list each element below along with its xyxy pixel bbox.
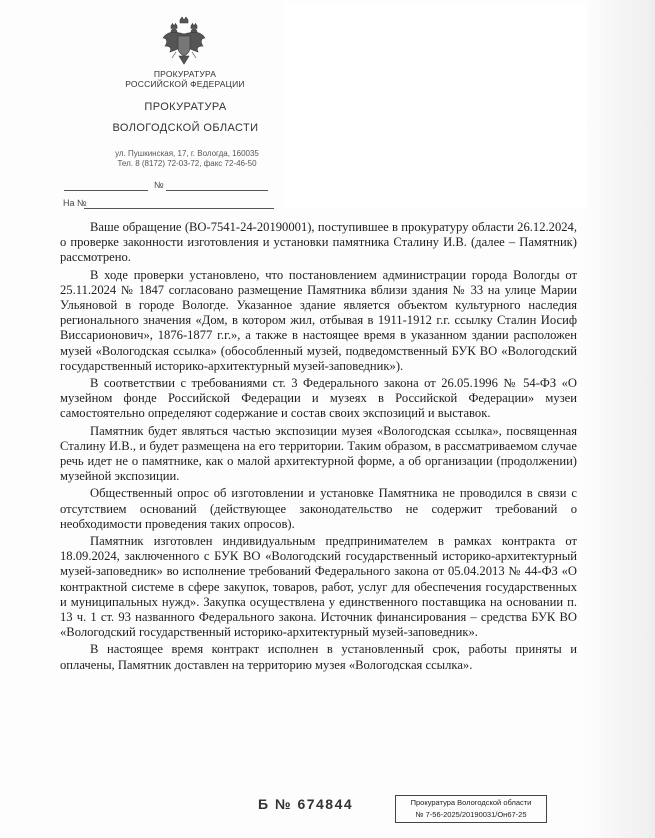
org-name-small-line2: РОССИЙСКОЙ ФЕДЕРАЦИИ [125, 79, 245, 89]
registration-stamp [395, 795, 547, 823]
stamp-number-line: № 7-56-2025/20190031/Он67-25 [415, 810, 527, 819]
redacted-recipient-area [285, 2, 587, 208]
incoming-ref-label: На № [63, 198, 87, 208]
letter-body [60, 220, 577, 675]
paragraph: Общественный опрос об изготовлении и установке Памятника не проводился в связи с отсутствием оснований (действующее законодательство не содержит требований о необходимости проведения таких опросов). [60, 486, 577, 531]
paragraph: Ваше обращение (ВО-7541-24-20190001), поступившее в прокуратуру области 26.12.2024, о проверке законности изготовления и установки памятника Сталину И.В. (далее – Памятник) рассмотрено. [60, 220, 577, 265]
address-line2: Тел. 8 (8172) 72-03-72, факс 72-46-50 [117, 159, 257, 168]
paragraph: В ходе проверки установлено, что постановлением администрации города Вологды от 25.11.2024 № 1847 согласовано размещение Памятника вблизи здания № 33 на улице Марии Ульяновой в городе Вологде. Указанное здание является объектом культурного наследия регионального значения «Дом, в котором жил, отбывая в 1911-1912 г.г. ссылку Сталин Иосиф Виссарионович», 1876-1877 г.г.», а также в настоящее время в указанном здании расположен музей «Вологодская ссылка» (обособленный музей, подведомственный БУК ВО «Вологодский государственный историко-архитектурный музей-заповедник»). [60, 267, 577, 373]
number-blank-line [166, 190, 268, 191]
outgoing-number-sign: № [154, 180, 164, 190]
incoming-ref-blank-line [84, 208, 274, 209]
paragraph: В настоящее время контракт исполнен в установленный срок, работы приняты и оплачены, Памятник доставлен на территорию музея «Вологодская ссылка». [60, 642, 577, 672]
org-name-small-line1: ПРОКУРАТУРА [153, 69, 217, 79]
paragraph: Памятник будет являться частью экспозиции музея «Вологодская ссылка», посвященная Сталину И.В., и будет размещена на его территории. Таким образом, в рассматриваемом случае речь идет не о памятнике, как о малой архитектурной форме, а об организации (продолжении) музейной экспозиции. [60, 423, 577, 484]
form-serial-number: Б № 674844 [258, 796, 354, 812]
double-headed-eagle-icon [162, 16, 206, 66]
paragraph: Памятник изготовлен индивидуальным предпринимателем в рамках контракта от 18.09.2024, заключенного с БУК ВО «Вологодский государственный историко-архитектурный музей-заповедник» во исполнение требований Федерального закона от 05.04.2013 № 44-ФЗ «О контрактной системе в сфере закупок, товаров, работ, услуг для обеспечения государственных и муниципальных нужд». Закупка осуществлена у единственного поставщика на основании п. 13 ч. 1 ст. 93 названного Федерального закона. Источник финансирования – средства БУК ВО «Вологодский государственный историко-архитектурный музей-заповедник». [60, 534, 577, 640]
date-blank-line [64, 190, 148, 191]
scan-edge-shadow [583, 0, 655, 838]
org-name-line1: ПРОКУРАТУРА [144, 101, 227, 113]
address-line1: ул. Пушкинская, 17, г. Вологда, 160035 [115, 149, 259, 158]
paragraph: В соответствии с требованиями ст. 3 Федерального закона от 26.05.1996 № 54-ФЗ «О музейном фонде Российской Федерации и музеях в Российской Федерации» музеи самостоятельно определяют содержание и состав своих экспозиций и выставок. [60, 376, 577, 421]
org-name-line2: ВОЛОГОДСКОЙ ОБЛАСТИ [112, 122, 259, 134]
stamp-org-line: Прокуратура Вологодской области [410, 798, 532, 807]
